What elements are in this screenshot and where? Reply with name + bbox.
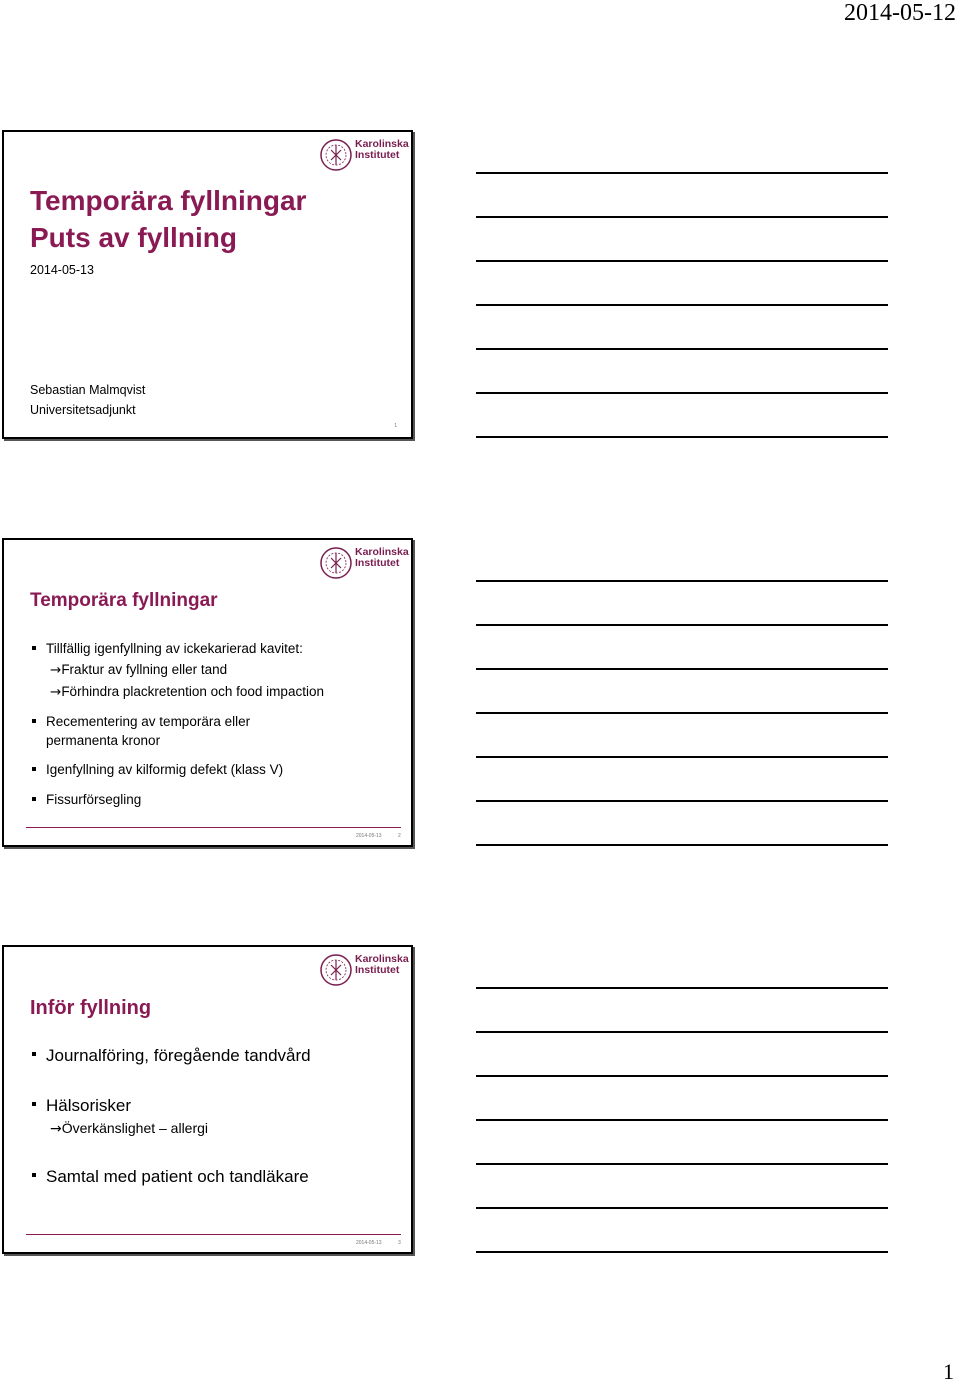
slide-title: Inför fyllning — [30, 997, 152, 1019]
seal-icon — [319, 136, 353, 174]
slide-3 — [2, 945, 413, 1254]
slide-2 — [2, 538, 413, 847]
seal-icon — [319, 951, 353, 989]
karolinska-logo — [319, 951, 409, 991]
logo-text: Karolinska Institutet — [355, 138, 409, 161]
footer-line — [26, 1234, 401, 1235]
logo-text: Karolinska Institutet — [355, 953, 409, 976]
karolinska-logo — [319, 136, 409, 176]
slide-title: Temporära fyllningar Puts av fyllning — [30, 185, 307, 253]
slide-date: 2014-05-13 — [30, 263, 94, 277]
slide-number: 3 — [398, 1240, 401, 1246]
sub-item: →Överkänslighet – allergi — [50, 1120, 209, 1137]
bullet-item: Recementering av temporära eller — [30, 711, 324, 732]
logo-text: Karolinska Institutet — [355, 546, 409, 569]
sub-item: →Förhindra plackretention och food impaction — [50, 684, 324, 700]
bullet-item: Hälsorisker — [30, 1094, 311, 1118]
author-name: Sebastian Malmqvist — [30, 383, 146, 397]
bullet-item: Journalföring, föregående tandvård — [30, 1044, 311, 1068]
seal-icon — [319, 544, 353, 582]
bullet-item: Fissurförsegling — [30, 789, 324, 810]
bullet-item: Tillfällig igenfyllning av ickekarierad kavitet: — [30, 638, 324, 659]
karolinska-logo — [319, 544, 409, 584]
author-role: Universitetsadjunkt — [30, 403, 136, 417]
slide-number: 2 — [398, 833, 401, 839]
sub-item: →Fraktur av fyllning eller tand — [50, 662, 228, 678]
page-number: 1 — [943, 1359, 954, 1384]
slide-1 — [2, 130, 413, 439]
bullet-item: Samtal med patient och tandläkare — [30, 1165, 311, 1189]
bullet-item: Igenfyllning av kilformig defekt (klass V) — [30, 759, 324, 780]
bullet-continuation: permanenta kronor — [46, 733, 161, 748]
author-block — [30, 380, 145, 420]
slide-title: Temporära fyllningar — [30, 590, 218, 611]
page-date: 2014-05-12 — [844, 0, 956, 26]
footer-date: 2014-05-13 — [356, 833, 382, 839]
slide-number: 1 — [394, 423, 397, 429]
footer-line — [26, 827, 401, 828]
footer-date: 2014-05-13 — [356, 1240, 382, 1246]
